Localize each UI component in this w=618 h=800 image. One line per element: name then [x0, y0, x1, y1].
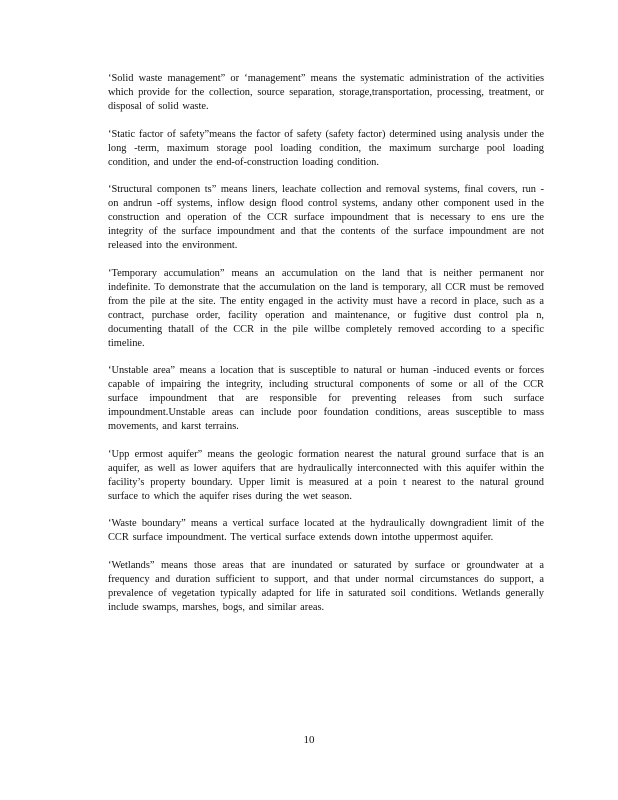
page-number: 10 — [303, 734, 315, 746]
definition-structural-components: ‘Structural componen ts” means liners, leachate collection and removal systems, final covers, run -on andrun -off systems, inflow design flood control systems, andany other component used in the construction and operation of the CCR surface impoundment that is necessary to ens ure the integrity of the surface impoundment and that the contents of the surface impoundment are not released into the environment. — [108, 184, 544, 251]
definition-static-factor-of-safety: ‘Static factor of safety”means the factor of safety (safety factor) determined using analysis under the long -term, maximum storage pool loading condition, the maximum surcharge pool loading condition, and under the end-of-construction loading condition. — [108, 128, 544, 168]
definition-uppermost-aquifer: ‘Upp ermost aquifer” means the geologic formation nearest the natural ground surface that is an aquifer, as well as lower aquifers that are hydraulically interconnected with this aquifer within the facility’s property boundary. Upper limit is measured at a poin t nearest to the natural ground surface to which the aquifer rises during the wet season. — [108, 448, 544, 502]
definition-waste-boundary: ‘Waste boundary” means a vertical surface located at the hydraulically downgradient limit of the CCR surface impoundment. The vertical surface extends down intothe uppermost aquifer. — [108, 518, 544, 543]
definition-unstable-area: ‘Unstable area” means a location that is susceptible to natural or human -induced events or forces capable of impairing the integrity, including structural components of some or all of the CCR surface impoundment that are responsible for preventing releases from such surface impoundment.Unstable areas can include poor foundation conditions, areas susceptible to mass movements, and karst terrains. — [108, 365, 544, 432]
definition-temporary-accumulation: ‘Temporary accumulation” means an accumulation on the land that is neither permanent nor indefinite. To demonstrate that the accumulation on the land is temporary, all CCR must be removed from the pile at the site. The entity engaged in the activity must have a record in place, such as a contract, purchase order, facility operation and maintenance, or fugitive dust control pla n, documenting thatall of the CCR in the pile willbe completely removed according to a specific timeline. — [108, 267, 544, 349]
definition-wetlands: ‘Wetlands” means those areas that are inundated or saturated by surface or groundwater at a frequency and duration sufficient to support, and that under normal circumstances do support, a prevalence of vegetation typically adapted for life in saturated soil conditions. Wetlands generally include swamps, marshes, bogs, and similar areas. — [108, 559, 544, 613]
document-body — [108, 72, 544, 628]
definition-solid-waste-management: ‘Solid waste management” or ‘management” means the systematic administration of the activities which provide for the collection, source separation, storage,transportation, processing, treatment, or disposal of solid waste. — [108, 73, 544, 112]
